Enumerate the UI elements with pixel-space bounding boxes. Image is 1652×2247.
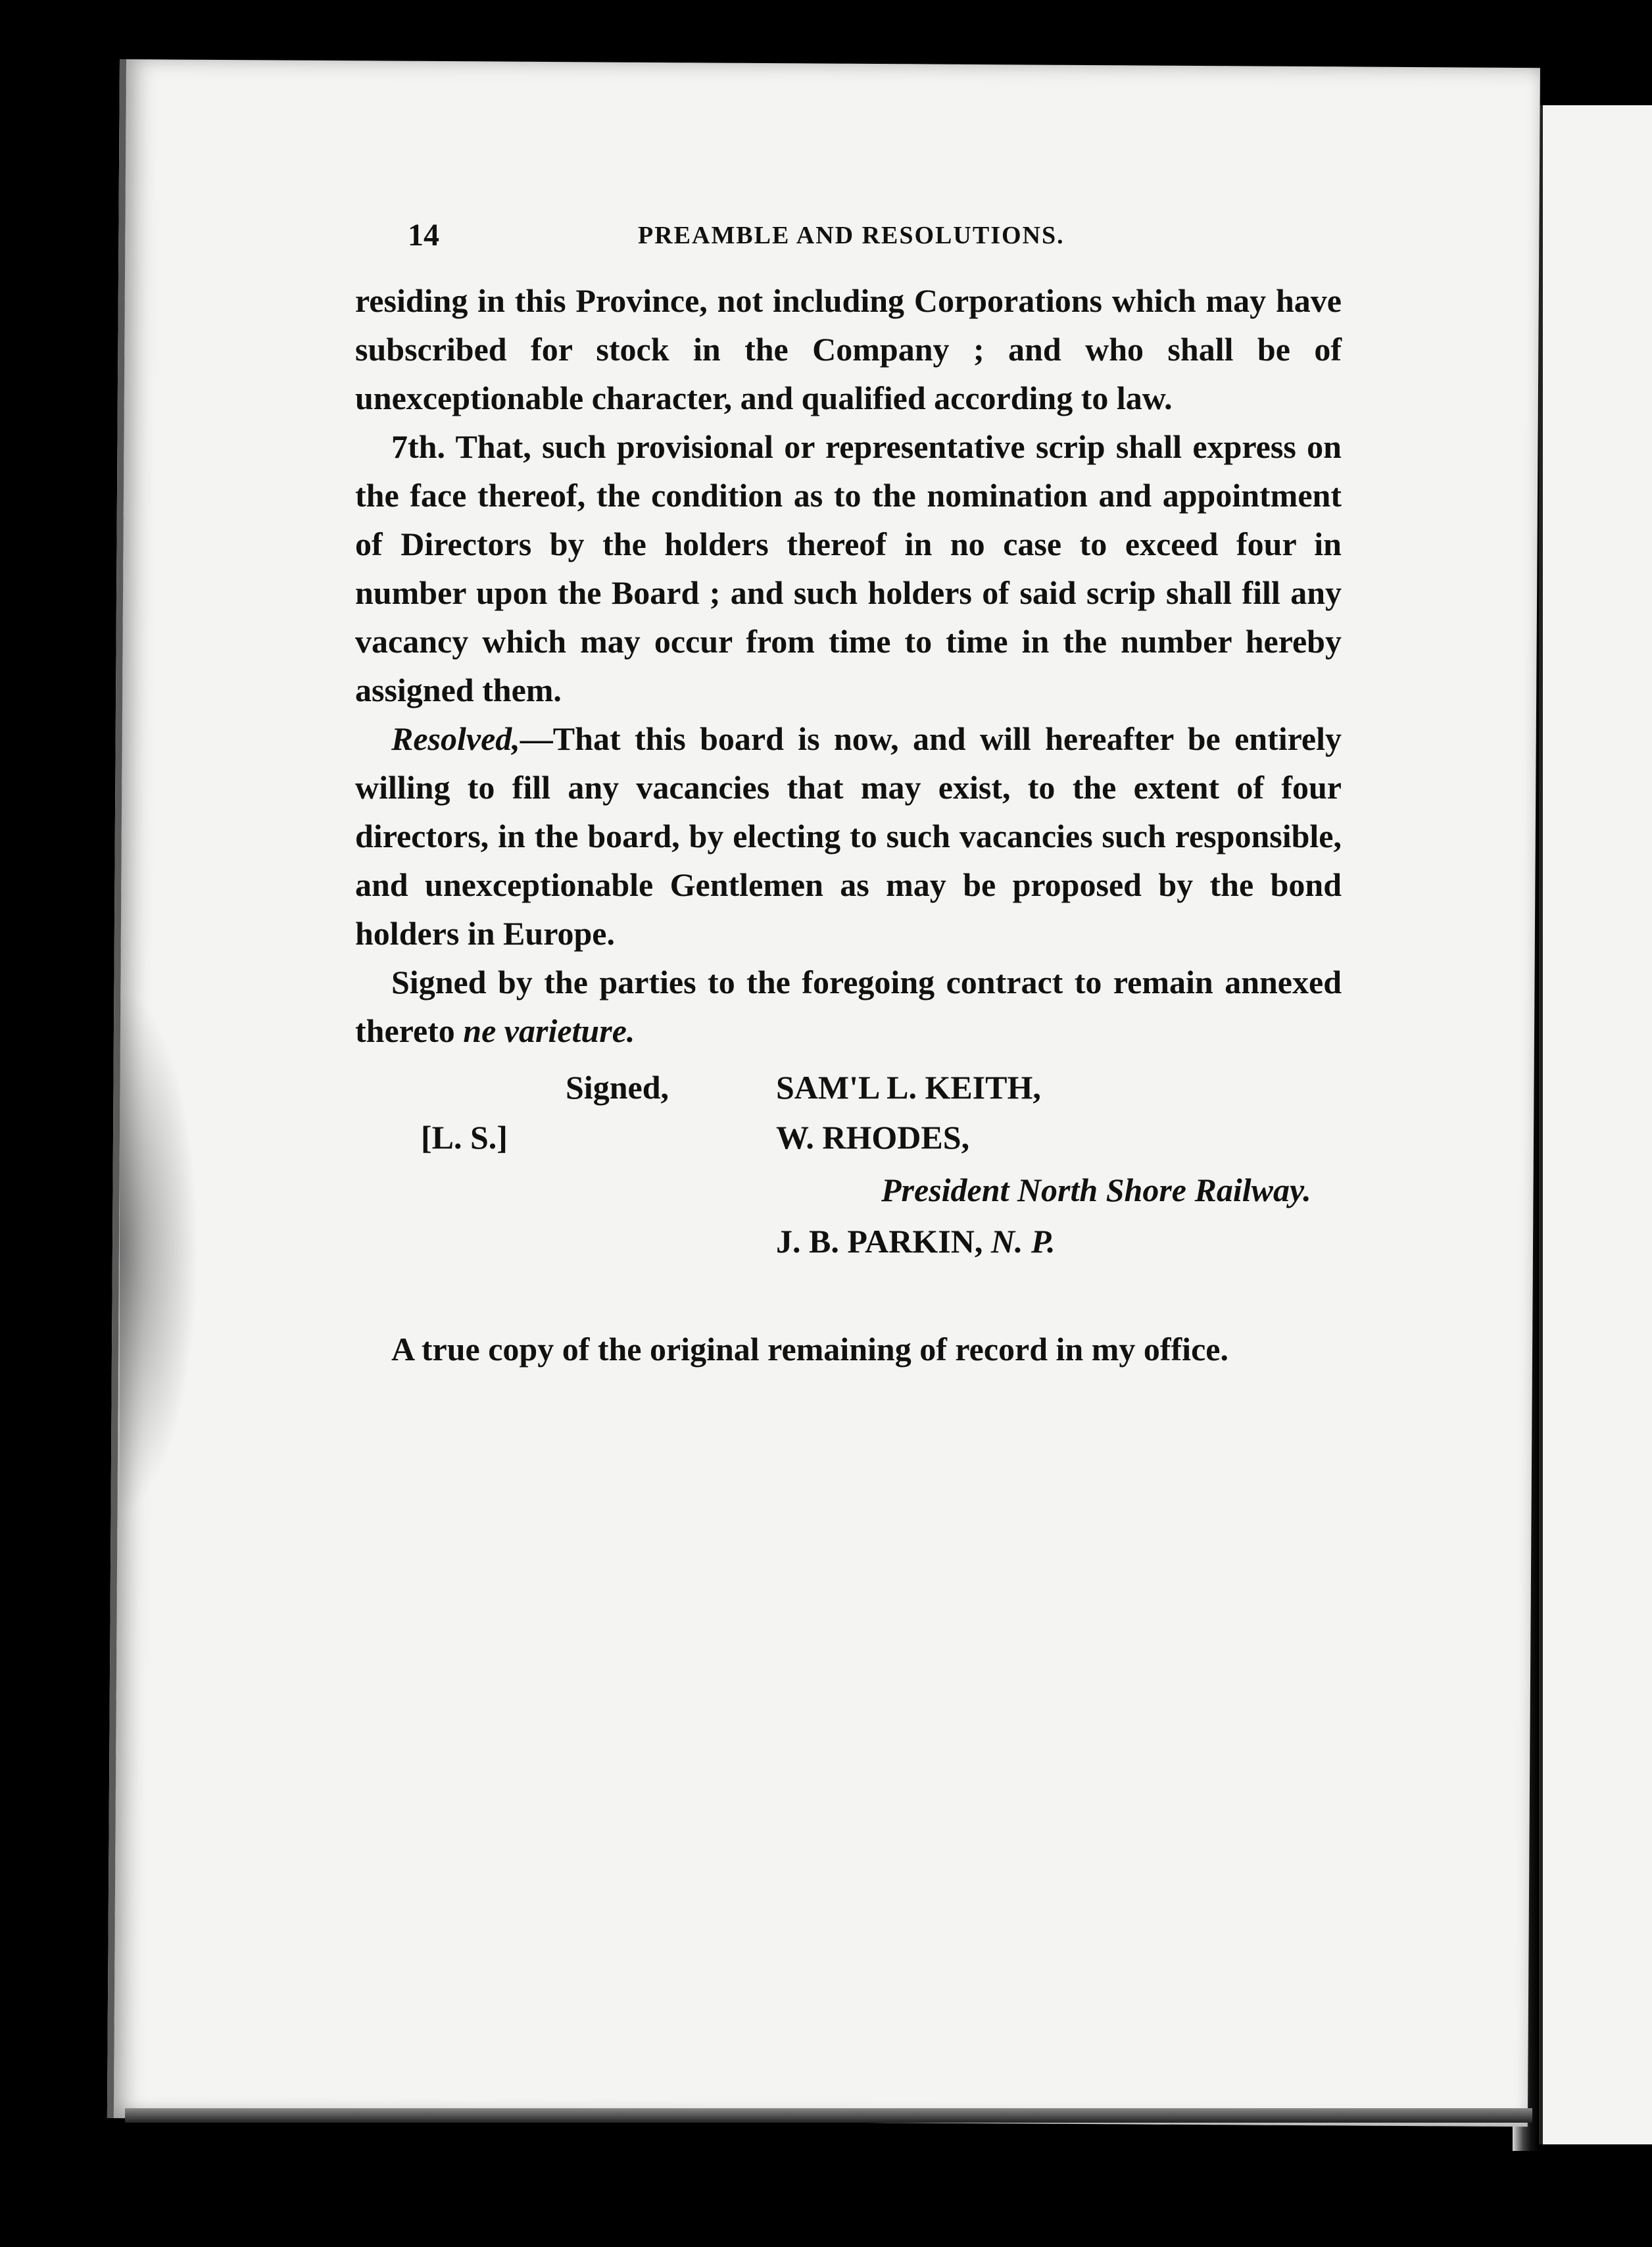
paragraph-seventh: 7th. That, such provisional or representative scrip shall express on the face thereof, the condition as to the nomination and appointment of Directors by the holders thereof in no case to exceed four in number upon the Board ; and such holders of said scrip shall fill any vacancy which may occur from time to time in the number hereby assigned them. — [355, 428, 1342, 708]
paragraph-true-copy: A true copy of the original remaining of record in my office. — [391, 1331, 1228, 1368]
paragraph-resolved — [355, 714, 1342, 958]
signer-parkin-name: J. B. PARKIN, — [776, 1223, 983, 1260]
signer-parkin — [776, 1222, 1056, 1260]
adjacent-page — [1539, 105, 1652, 2144]
signed-by-text: Signed by the parties to the foregoing contract to remain annexed thereto — [355, 964, 1342, 1049]
page-number: 14 — [408, 218, 439, 253]
signer-keith: SAM'L L. KEITH, — [776, 1069, 1041, 1106]
page-bottom-edge — [125, 2108, 1532, 2123]
notary-title: N. P. — [990, 1223, 1056, 1260]
paragraph-signed-by — [355, 958, 1342, 1055]
page-text — [355, 217, 1342, 1373]
page-header — [355, 217, 1342, 276]
resolved-lead: Resolved, — [391, 720, 520, 757]
signer-rhodes-title: President North Shore Railway. — [881, 1172, 1311, 1208]
signed-label: Signed, — [566, 1069, 669, 1106]
signature-block — [355, 1055, 1342, 1318]
seal-mark: [L. S.] — [421, 1119, 508, 1156]
resolved-text: —That this board is now, and will hereafter be entirely willing to fill any vacancies that may exist, to the extent of four directors, in the board, by electing to such vacancies such responsible, and unexceptionable Gentlemen as may be proposed by the bond holders in Europe. — [355, 720, 1342, 952]
ne-varieture: ne varieture. — [463, 1012, 635, 1049]
page-stain — [120, 987, 199, 1513]
paragraph-residing: residing in this Province, not including Corporations which may have subscribed for stock in the Company ; and who shall be of unexceptionable character, and qualified according to law. — [355, 282, 1342, 416]
signer-rhodes: W. RHODES, — [776, 1119, 970, 1156]
running-head: PREAMBLE AND RESOLUTIONS. — [638, 222, 1065, 249]
